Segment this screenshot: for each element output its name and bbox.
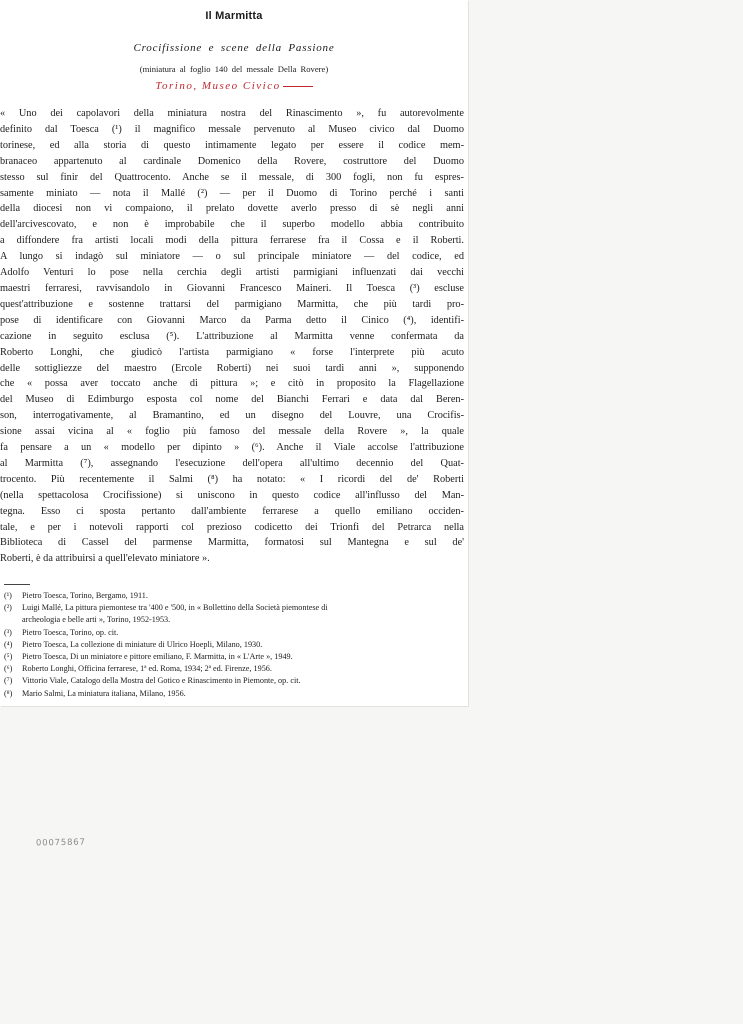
body-line: pose di identificare con Giovanni Marco da Parma detto il Cinico (⁴), identifi- bbox=[0, 314, 464, 326]
footnote-divider bbox=[4, 584, 30, 585]
footnote-number: (⁸) bbox=[4, 688, 13, 698]
body-line: definito dal Toesca (¹) il magnifico messale pervenuto al Museo civico dal Duomo bbox=[0, 123, 464, 135]
page-heading: Il Marmitta bbox=[205, 10, 263, 22]
footnote bbox=[4, 663, 466, 675]
body-line: Biblioteca di Cassel del parmense Marmitta, formatosi sul Mantegna e sul de' bbox=[0, 537, 464, 549]
body-line: (nella spettacolosa Crocifissione) si uniscono in questo codice all'influsso del Man- bbox=[0, 489, 464, 501]
footnote-text: Pietro Toesca, La collezione di miniature di Ulrico Hoepli, Milano, 1930. bbox=[22, 639, 263, 649]
body-line: maestri ferraresi, ravvisandolo in Giovanni Francesco Maineri. Il Toesca (³) escluse bbox=[0, 282, 464, 294]
footnote-number: (³) bbox=[4, 627, 12, 637]
body-line: Adolfo Venturi lo pose nella cerchia degli artisti parmigiani influenzati dai vecchi bbox=[0, 267, 464, 279]
document-page bbox=[0, 0, 468, 706]
body-line: son, interrogativamente, al Bramantino, ed un disegno del Louvre, una Crocifis- bbox=[0, 410, 464, 422]
footnote bbox=[4, 675, 466, 687]
footnote-text: Pietro Toesca, Torino, Bergamo, 1911. bbox=[22, 591, 148, 600]
footnote bbox=[4, 688, 466, 700]
body-line: stesso sul finir del Quattrocento. Anche se il messale, di 300 fogli, non fu espres- bbox=[0, 171, 464, 183]
footnote-text: archeologia e belle arti », Torino, 1952-1953. bbox=[22, 615, 171, 625]
handwritten-annotation bbox=[0, 80, 468, 92]
footnote bbox=[4, 614, 466, 626]
body-line: Roberto Longhi, che giudicò l'artista parmigiano « forse l'interprete più acuto bbox=[0, 346, 464, 358]
footnote-number: (⁴) bbox=[4, 639, 13, 649]
body-line: della diocesi non vi compaiono, il prelato dovette averlo presso di sè negli anni bbox=[0, 203, 464, 215]
handwritten-underline bbox=[283, 86, 313, 87]
artwork-title: Crocifissione e scene della Passione bbox=[133, 42, 335, 54]
body-line: A lungo si indagò sul miniatore — o sul principale miniatore — del codice, ed bbox=[0, 251, 464, 263]
body-line: che « possa aver toccato anche di pittura »; e citò in proposito la Flagellazione bbox=[0, 378, 464, 390]
body-line: cazione in seguito esclusa (⁵). L'attribuzione al Marmitta venne confermata da bbox=[0, 330, 464, 342]
footnote bbox=[4, 590, 466, 602]
body-line: sione assai vicina al « foglio più famoso del messale della Rovere », la quale bbox=[0, 426, 464, 438]
handwritten-annotation-text: Torino, Museo Civico bbox=[155, 80, 281, 92]
body-line: fa pensare a un « modello per dipinto » (⁶). Anche il Viale accolse l'attribuzione bbox=[0, 442, 464, 454]
footnote-number: (¹) bbox=[4, 591, 12, 600]
footnote-text: Pietro Toesca, Di un miniatore e pittore emiliano, F. Marmitta, in « L'Arte », 1949. bbox=[22, 652, 293, 662]
body-line: tale, e per i notevoli rapporti col prezioso codicetto dei Trionfi del Petrarca nella bbox=[0, 521, 464, 533]
footnote-number: (⁵) bbox=[4, 652, 13, 662]
body-line: a diffondere fra artisti locali modi della pittura ferrarese fra il Cossa e il Roberti. bbox=[0, 235, 464, 247]
body-line: « Uno dei capolavori della miniatura nostra del Rinascimento », fu autorevolmente bbox=[0, 108, 464, 119]
body-line: tegna. Esso ci sposta pertanto dall'ambiente ferrarese a quello emiliano occiden- bbox=[0, 505, 464, 517]
footnote bbox=[4, 651, 466, 663]
footnote bbox=[4, 602, 466, 614]
body-line: branaceo appartenuto al cardinale Domenico della Rovere, costruttore del Duomo bbox=[0, 155, 464, 167]
archive-stamp-number: 00075867 bbox=[35, 837, 86, 849]
footnote-text: Pietro Toesca, Torino, op. cit. bbox=[22, 627, 119, 637]
footnote-number: (²) bbox=[4, 603, 12, 613]
body-line: al Marmitta (⁷), assegnando l'esecuzione dell'opera all'ultimo decennio del Quat- bbox=[0, 457, 464, 469]
body-line: trocento. Più recentemente il Salmi (⁸) ha notato: « I ricordi del de' Roberti bbox=[0, 473, 464, 485]
footnote-text: Vittorio Viale, Catalogo della Mostra del Gotico e Rinascimento in Piemonte, op. cit. bbox=[22, 676, 301, 686]
body-line: Roberti, è da attribuirsi a quell'elevato miniatore ». bbox=[0, 553, 210, 565]
body-text bbox=[0, 106, 464, 567]
footnote bbox=[4, 627, 466, 639]
body-line: torinese, ed alla storia di questo intimamente legato per essere il codice mem- bbox=[0, 139, 464, 151]
body-line: delle sottigliezze del maestro (Ercole Roberti) nei suoi tardi anni », supponendo bbox=[0, 362, 464, 374]
footnote-text: Roberto Longhi, Officina ferrarese, 1ª ed. Roma, 1934; 2ª ed. Firenze, 1956. bbox=[22, 664, 272, 674]
footnote-text: Mario Salmi, La miniatura italiana, Milano, 1956. bbox=[22, 688, 186, 698]
footnotes bbox=[4, 590, 466, 700]
body-line: del Museo di Edimburgo esposta col nome del Bianchi Ferrari e data dal Beren- bbox=[0, 394, 464, 406]
body-line: samente miniato — nota il Mallé (²) — per il Duomo di Torino perché i santi bbox=[0, 187, 464, 199]
footnote bbox=[4, 639, 466, 651]
footnote-text: Luigi Mallé, La pittura piemontese tra '400 e '500, in « Bollettino della Società piemontese di bbox=[22, 603, 328, 613]
body-line: dell'arcivescovato, e non è improbabile che il superbo modello abbia contribuito bbox=[0, 219, 464, 231]
body-line: quest'attribuzione e sostenne trattarsi del parmigiano Marmitta, che più tardi pro- bbox=[0, 298, 464, 310]
artwork-caption: (miniatura al foglio 140 del messale Della Rovere) bbox=[139, 64, 329, 74]
footnote-number: (⁶) bbox=[4, 664, 13, 674]
footnote-number: (⁷) bbox=[4, 676, 13, 686]
